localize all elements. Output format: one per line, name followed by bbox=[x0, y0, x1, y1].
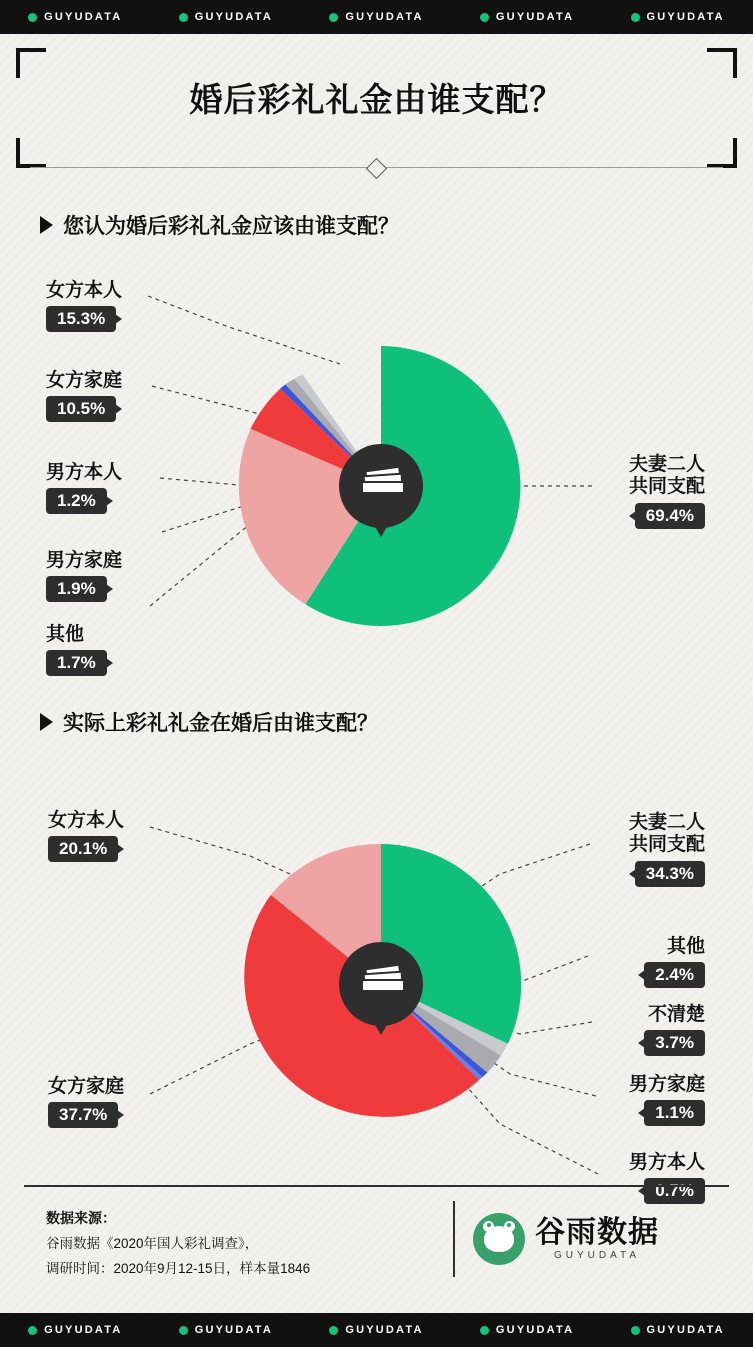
brand-cell bbox=[480, 1324, 574, 1336]
callout-label: 男方本人 bbox=[628, 1152, 705, 1173]
brand-cell bbox=[179, 1324, 273, 1336]
brand-text: GUYUDATA bbox=[495, 1324, 575, 1336]
section-heading-1 bbox=[40, 210, 399, 240]
callout-value: 2.4% bbox=[644, 962, 705, 988]
callout-label: 共同支配 bbox=[628, 834, 705, 856]
callout-value: 34.3% bbox=[635, 861, 705, 887]
callout-couple-2 bbox=[629, 812, 705, 887]
dot-icon bbox=[480, 1326, 489, 1335]
callout-value: 1.1% bbox=[644, 1100, 705, 1126]
callout-value: 15.3% bbox=[46, 306, 116, 332]
brand-cell bbox=[329, 1324, 423, 1336]
callout-men-family-1 bbox=[46, 550, 122, 602]
callout-label: 男方本人 bbox=[46, 462, 123, 483]
money-badge bbox=[339, 444, 423, 528]
brand-cell bbox=[631, 1324, 725, 1336]
brand-text: GUYUDATA bbox=[194, 11, 274, 23]
brand-text: GUYUDATA bbox=[194, 1324, 274, 1336]
footer-divider bbox=[453, 1201, 455, 1277]
callout-value: 20.1% bbox=[48, 836, 118, 862]
callout-label: 女方本人 bbox=[46, 280, 123, 301]
top-brand-strip bbox=[0, 0, 753, 34]
callout-value: 1.9% bbox=[46, 576, 107, 602]
bottom-brand-strip bbox=[0, 1313, 753, 1347]
callout-label: 其他 bbox=[46, 624, 85, 645]
callout-label: 女方家庭 bbox=[48, 1076, 125, 1097]
dot-icon bbox=[631, 13, 640, 22]
brand-cell bbox=[28, 1324, 122, 1336]
logo-text bbox=[535, 1217, 659, 1262]
brand-text: GUYUDATA bbox=[44, 1324, 123, 1336]
brand-text: GUYUDATA bbox=[345, 11, 424, 23]
main-card bbox=[0, 34, 753, 1313]
callout-women-family-1 bbox=[46, 370, 122, 422]
callout-label: 共同支配 bbox=[628, 476, 705, 498]
callout-label: 女方家庭 bbox=[46, 370, 123, 391]
dot-icon bbox=[28, 1326, 37, 1335]
callout-couple-1 bbox=[629, 454, 705, 529]
callout-value: 0.7% bbox=[644, 1178, 705, 1204]
dot-icon bbox=[480, 13, 489, 22]
callout-value: 1.2% bbox=[46, 488, 107, 514]
callout-other-1 bbox=[46, 624, 107, 676]
brand-text: GUYUDATA bbox=[495, 11, 575, 23]
callout-men-family-2 bbox=[629, 1074, 705, 1126]
dot-icon bbox=[179, 13, 188, 22]
money-icon bbox=[359, 967, 403, 1001]
section-heading-text: 您认为婚后彩礼礼金应该由谁支配？ bbox=[63, 215, 399, 238]
callout-label: 男方家庭 bbox=[628, 1074, 705, 1095]
money-badge bbox=[339, 942, 423, 1026]
triangle-icon bbox=[40, 713, 53, 731]
source-line: 谷雨数据《2020年国人彩礼调查》， bbox=[46, 1235, 259, 1251]
callout-women-self-1 bbox=[46, 280, 122, 332]
callout-value: 1.7% bbox=[46, 650, 107, 676]
callout-label: 不清楚 bbox=[647, 1004, 705, 1025]
callout-label: 其他 bbox=[666, 936, 705, 957]
divider bbox=[30, 161, 723, 175]
dot-icon bbox=[329, 1326, 338, 1335]
brand-text: GUYUDATA bbox=[646, 11, 725, 23]
brand-text: GUYUDATA bbox=[646, 1324, 725, 1336]
brand-cell bbox=[631, 11, 725, 23]
logo bbox=[473, 1213, 729, 1265]
logo-cn: 谷雨数据 bbox=[535, 1215, 659, 1249]
callout-men-self-1 bbox=[46, 462, 122, 514]
triangle-icon bbox=[40, 216, 53, 234]
section-heading-2 bbox=[40, 707, 378, 737]
source-line: 调研时间：2020年9月12-15日，样本量1846 bbox=[46, 1260, 311, 1276]
brand-text: GUYUDATA bbox=[44, 11, 123, 23]
pie-chart-1 bbox=[231, 336, 531, 636]
callout-value: 3.7% bbox=[644, 1030, 705, 1056]
callout-label: 女方本人 bbox=[48, 810, 125, 831]
page-title: 婚后彩礼礼金由谁支配？ bbox=[189, 81, 564, 118]
brand-cell bbox=[28, 11, 122, 23]
dot-icon bbox=[631, 1326, 640, 1335]
callout-women-family-2 bbox=[48, 1076, 124, 1128]
callout-women-self-2 bbox=[48, 810, 124, 862]
brand-text: GUYUDATA bbox=[345, 1324, 424, 1336]
callout-value: 10.5% bbox=[46, 396, 116, 422]
money-icon bbox=[359, 469, 403, 503]
callout-other-2 bbox=[644, 936, 705, 988]
logo-en: GUYUDATA bbox=[553, 1250, 641, 1261]
source-block bbox=[24, 1196, 435, 1282]
diamond-icon bbox=[366, 158, 387, 179]
panda-icon bbox=[473, 1213, 525, 1265]
source-title: 数据来源： bbox=[46, 1210, 116, 1227]
callout-value: 37.7% bbox=[48, 1102, 118, 1128]
brand-cell bbox=[480, 11, 574, 23]
callout-unknown-2 bbox=[644, 1004, 705, 1056]
dot-icon bbox=[28, 13, 37, 22]
footer bbox=[24, 1185, 729, 1291]
brand-cell bbox=[329, 11, 423, 23]
dot-icon bbox=[179, 1326, 188, 1335]
callout-value: 69.4% bbox=[635, 503, 705, 529]
callout-label: 夫妻二人 bbox=[628, 812, 705, 833]
dot-icon bbox=[329, 13, 338, 22]
callout-label: 夫妻二人 bbox=[628, 454, 705, 475]
callout-label: 男方家庭 bbox=[46, 550, 123, 571]
pie-chart-2 bbox=[231, 834, 531, 1134]
section-heading-text: 实际上彩礼礼金在婚后由谁支配？ bbox=[63, 712, 378, 735]
brand-cell bbox=[179, 11, 273, 23]
